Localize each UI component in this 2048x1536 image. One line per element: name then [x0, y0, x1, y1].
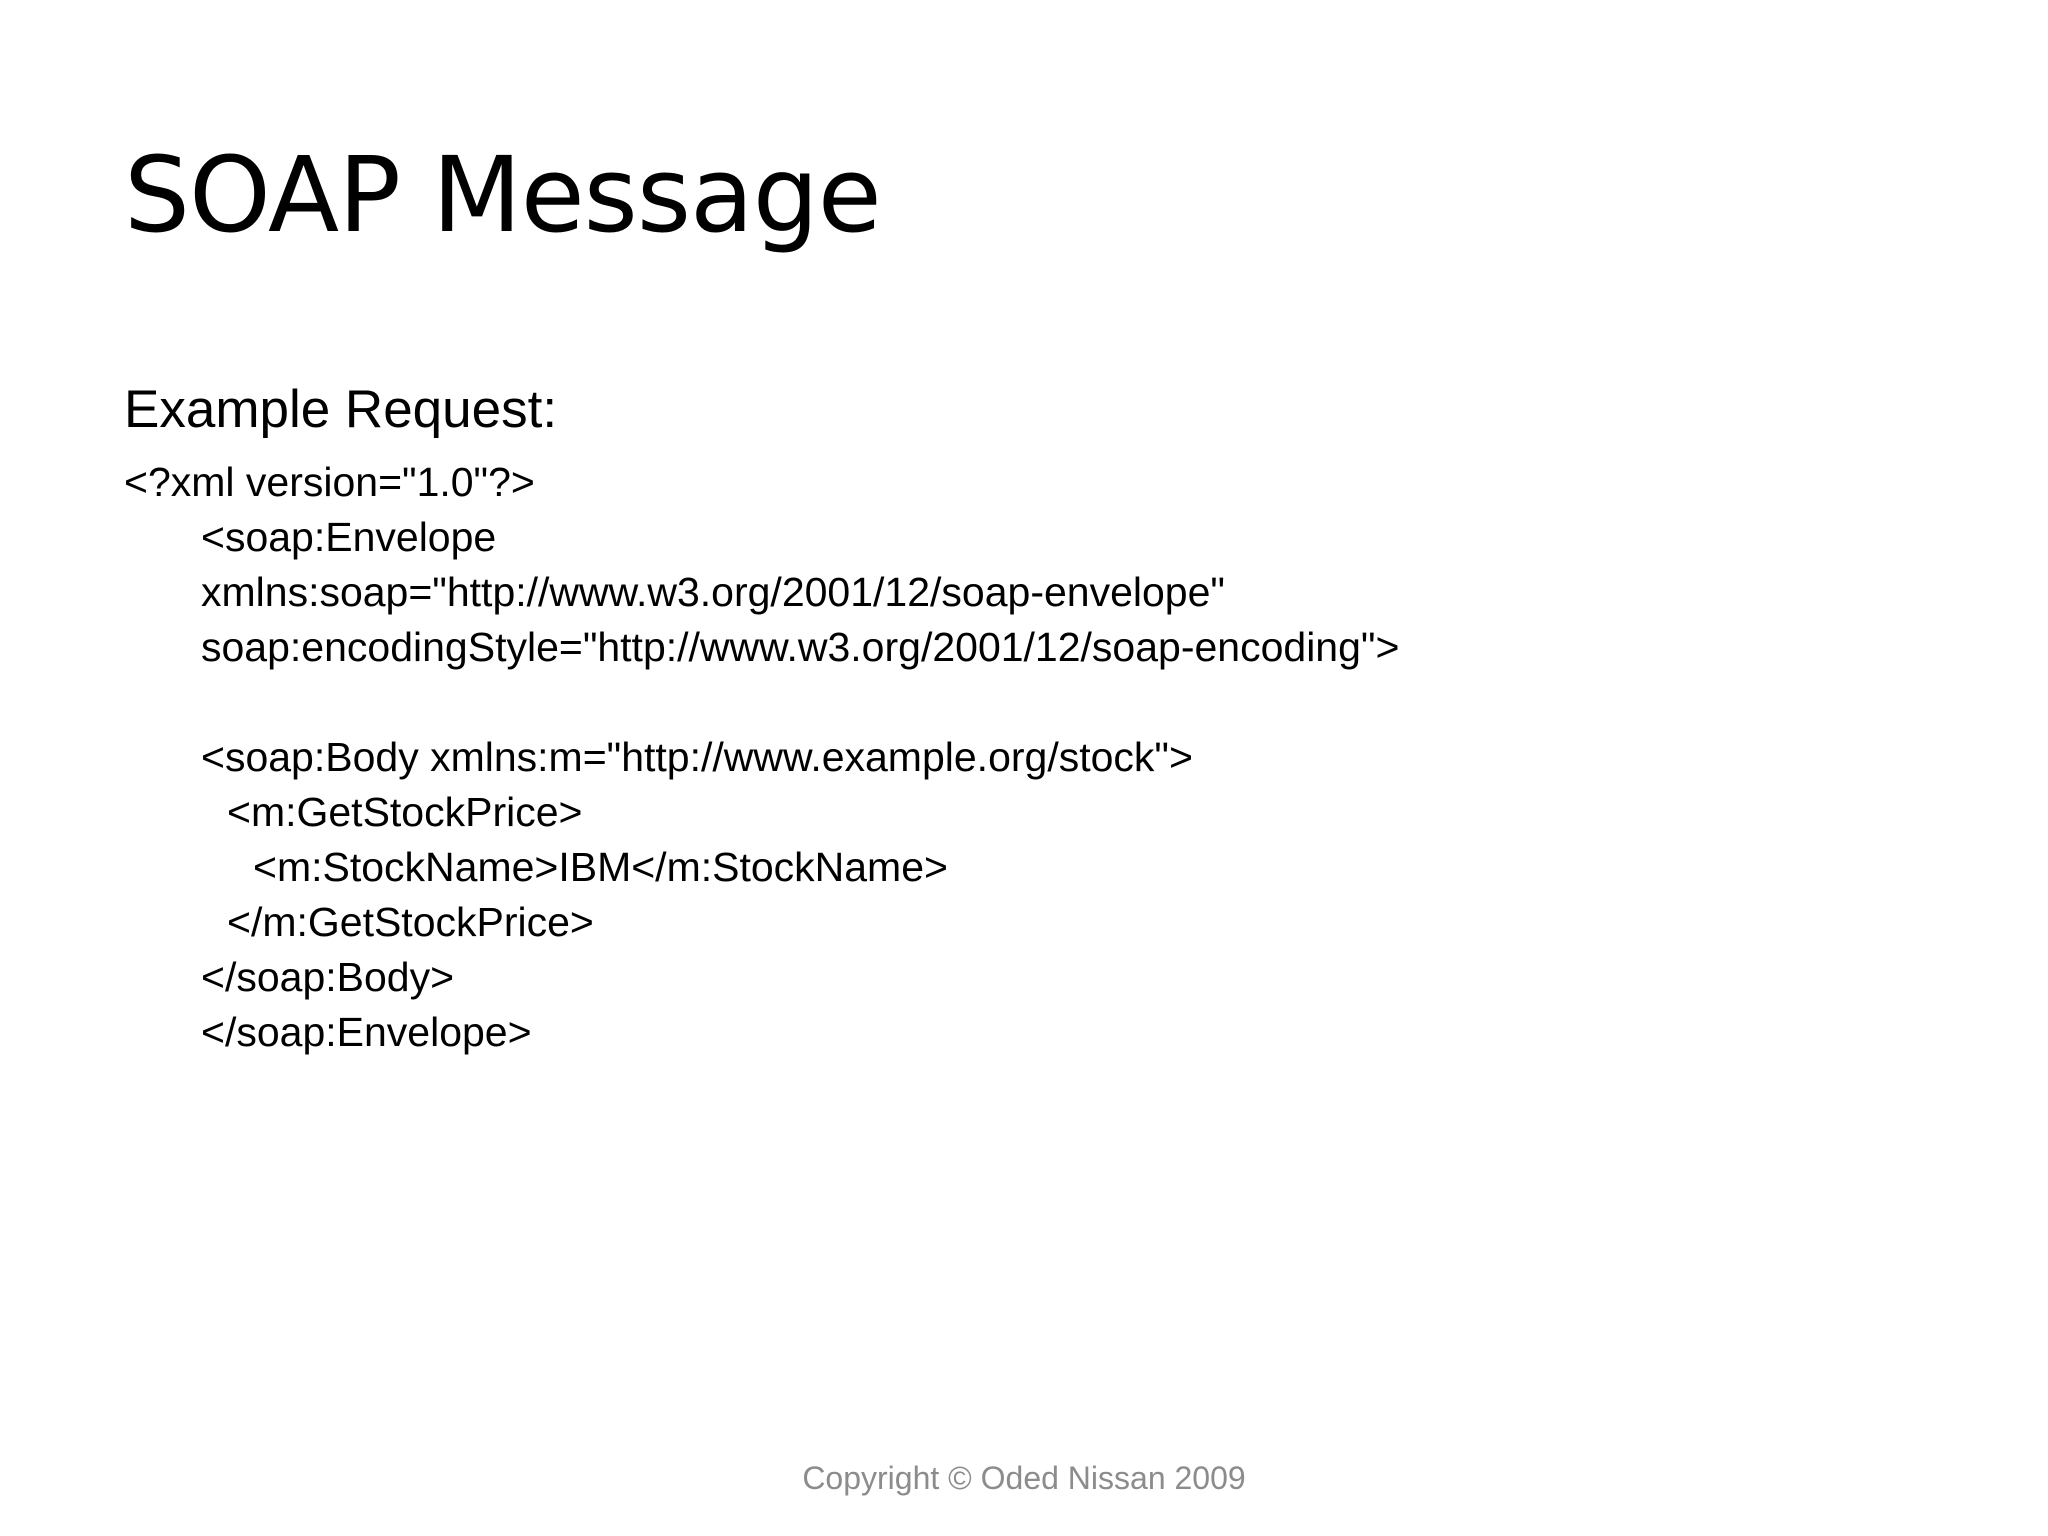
code-line-blank	[124, 675, 1399, 730]
code-line: </m:GetStockPrice>	[227, 899, 594, 945]
copyright-footer: Copyright © Oded Nissan 2009	[802, 1460, 1246, 1496]
code-line: </soap:Body>	[201, 954, 455, 1000]
code-line: <?xml version="1.0"?>	[124, 459, 535, 505]
code-block	[124, 455, 1399, 1060]
code-line: <m:GetStockPrice>	[227, 789, 583, 835]
code-line: soap:encodingStyle="http://www.w3.org/2001/12/soap-encoding">	[201, 624, 1400, 670]
code-line: <soap:Body xmlns:m="http://www.example.org/stock">	[201, 734, 1193, 780]
slide-subtitle: Example Request:	[124, 380, 558, 439]
slide-title: SOAP Message	[124, 134, 881, 256]
code-line: xmlns:soap="http://www.w3.org/2001/12/soap-envelope"	[201, 569, 1225, 615]
code-line: <m:StockName>IBM</m:StockName>	[253, 844, 948, 890]
code-line: </soap:Envelope>	[201, 1009, 532, 1055]
code-line: <soap:Envelope	[201, 514, 497, 560]
